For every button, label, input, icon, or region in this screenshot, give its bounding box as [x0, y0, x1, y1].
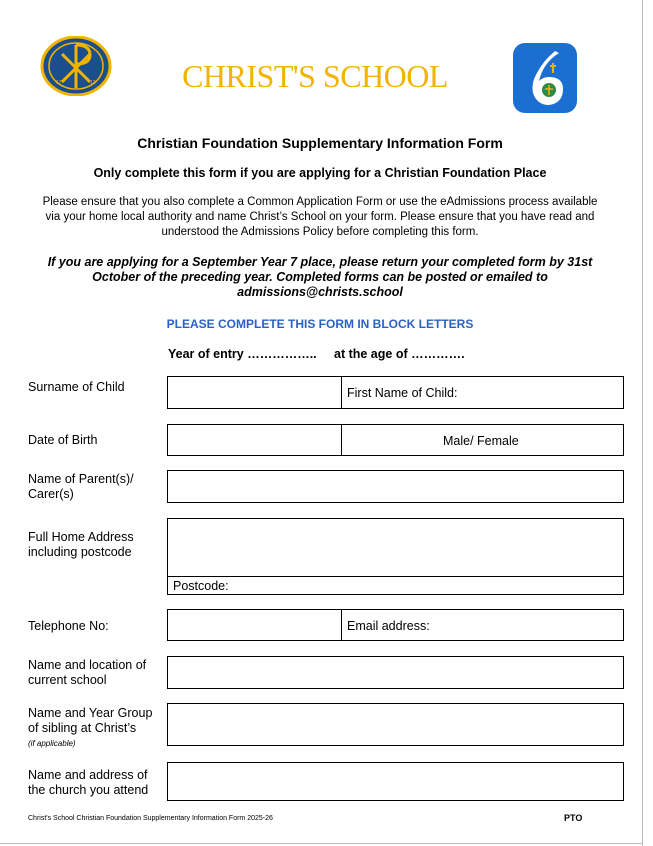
school-crest-logo [40, 36, 112, 96]
address-label-line: including postcode [28, 545, 132, 559]
surname-input[interactable] [167, 376, 342, 409]
email-label: Email address: [347, 619, 430, 633]
sibling-note: (if applicable) [28, 739, 76, 748]
church-input[interactable] [167, 762, 624, 801]
email-input[interactable] [341, 609, 624, 641]
gender-label: Male/ Female [443, 434, 519, 448]
address-input[interactable] [167, 518, 624, 577]
age-of-entry-field[interactable]: at the age of …………. [334, 347, 465, 361]
diocese-app-logo [513, 43, 577, 113]
intro-line: understood the Admissions Policy before completing this form. [161, 226, 479, 238]
dob-input[interactable] [167, 424, 342, 456]
sibling-label-line: of sibling at Christ’s [28, 721, 137, 735]
intro-line: Please ensure that you also complete a Common Application Form or use the eAdmissions process available [42, 196, 598, 208]
telephone-label: Telephone No: [28, 619, 109, 633]
block-letters-notice: PLEASE COMPLETE THIS FORM IN BLOCK LETTERS [166, 317, 474, 331]
form-subtitle: Only complete this form if you are applying for a Christian Foundation Place [93, 166, 547, 180]
crest-numerals-right: 13 [90, 80, 96, 86]
sibling-label-line: Name and Year Group [28, 706, 153, 720]
sibling-input[interactable] [167, 703, 624, 746]
page-edge-right [642, 0, 643, 846]
sibling-label [28, 706, 152, 751]
dob-label: Date of Birth [28, 433, 98, 447]
address-label-line: Full Home Address [28, 530, 134, 544]
intro-line: via your home local authority and name Christ’s School on your form. Please ensure that you have read and [45, 211, 595, 223]
church-label-line: the church you attend [28, 783, 149, 797]
deadline-paragraph [0, 255, 640, 300]
current-school-label-line: Name and location of [28, 658, 147, 672]
parent-label-line: Name of Parent(s)/ [28, 472, 134, 486]
current-school-label [28, 658, 146, 688]
church-label [28, 768, 148, 798]
telephone-input[interactable] [167, 609, 342, 641]
current-school-label-line: current school [28, 673, 107, 687]
address-label [28, 530, 134, 560]
intro-paragraph [0, 195, 640, 240]
admissions-email-link[interactable]: admissions@christs.school [237, 285, 403, 299]
crest-numerals-left: 17 [56, 80, 62, 86]
gender-field[interactable] [341, 424, 624, 456]
form-title: Christian Foundation Supplementary Information Form [137, 135, 503, 151]
surname-label: Surname of Child [28, 380, 125, 394]
parent-label [28, 472, 134, 502]
current-school-input[interactable] [167, 656, 624, 689]
church-label-line: Name and address of [28, 768, 148, 782]
parent-label-line: Carer(s) [28, 487, 74, 501]
postcode-label: Postcode: [173, 579, 229, 593]
first-name-label: First Name of Child: [347, 386, 458, 400]
deadline-line: If you are applying for a September Year 7 place, please return your completed form by 31st [47, 255, 593, 269]
parent-name-input[interactable] [167, 470, 624, 503]
footer-pto: PTO [564, 813, 583, 823]
postcode-input[interactable] [167, 576, 624, 595]
first-name-input[interactable] [341, 376, 624, 409]
page-edge-bottom [0, 843, 643, 844]
year-of-entry-field[interactable]: Year of entry …………….. [168, 347, 317, 361]
footer-form-name: Christ's School Christian Foundation Supplementary Information Form 2025-26 [28, 815, 273, 822]
deadline-line: October of the preceding year. Completed forms can be posted or emailed to [92, 270, 548, 284]
school-name: CHRIST'S SCHOOL [182, 58, 448, 94]
